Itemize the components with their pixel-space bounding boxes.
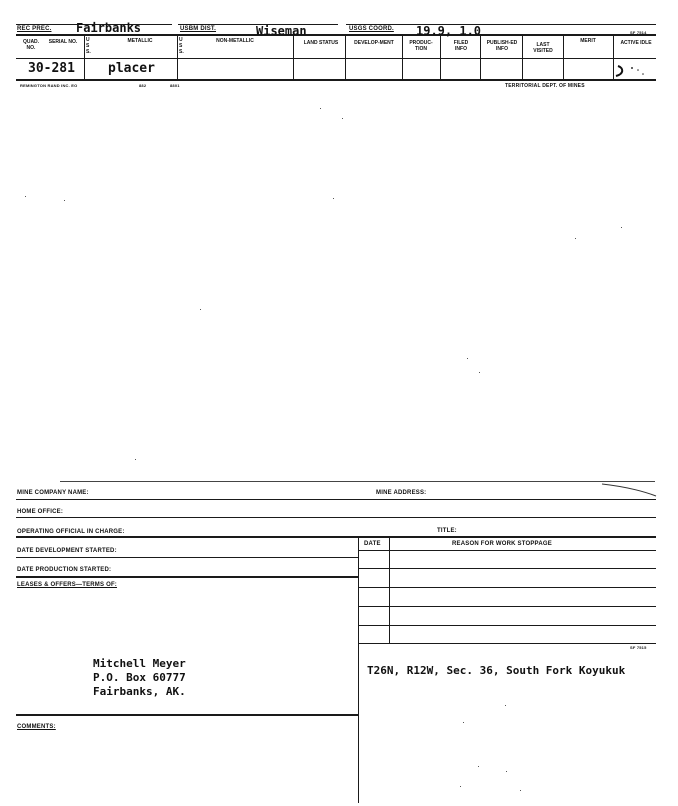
mine-company-name-label: MINE COMPANY NAME: (17, 490, 89, 496)
reason-col-header: REASON FOR WORK STOPPAGE (452, 541, 552, 547)
contact-po-box: P.O. Box 60777 (93, 671, 186, 684)
col-last-visited: LAST VISITED (533, 42, 553, 54)
col-nonmetallic-prefix: U S S. (179, 37, 184, 55)
col-filed-info: FILED INFO (453, 40, 469, 52)
col-production: PRODUC-TION (409, 40, 433, 52)
mine-address-label: MINE ADDRESS: (376, 490, 427, 496)
col-serial-no: SERIAL NO. (48, 39, 78, 45)
quad-serial-value: 30-281 (28, 61, 75, 76)
usbm-dist-value: Wiseman (256, 24, 307, 38)
col-land-status: LAND STATUS (303, 40, 339, 46)
col-merit: MERIT (580, 38, 596, 44)
date-col-header: DATE (364, 541, 381, 547)
col-active-idle: ACTIVE IDLE (620, 40, 652, 46)
col-published-info: PUBLISH-ED INFO (486, 40, 518, 52)
department-label: TERRITORIAL DEPT. OF MINES (505, 83, 585, 89)
usgs-coord-value: 19.9, 1.0 (416, 24, 482, 38)
col-quad-no: QUAD. NO. (22, 39, 40, 51)
comments-label: COMMENTS: (17, 724, 56, 730)
col-metallic-prefix: U S S. (86, 37, 91, 55)
usgs-coord-label: USGS COORD. (349, 26, 394, 32)
col-metallic: METALLIC (127, 38, 153, 44)
location-value: T26N, R12W, Sec. 36, South Fork Koyukuk (367, 664, 626, 677)
code-2: 8801 (170, 83, 180, 88)
code-1: 882 (139, 83, 147, 88)
operating-official-label: OPERATING OFFICIAL IN CHARGE: (17, 529, 125, 535)
check-mark-icon (612, 62, 652, 80)
form-code-bottom: SF 7515 (630, 645, 647, 650)
contact-city: Fairbanks, AK. (93, 685, 186, 698)
col-development: DEVELOP-MENT (354, 40, 394, 46)
metallic-value: placer (108, 61, 155, 76)
printer-info: REMINGTON RAND INC. EO (20, 83, 78, 88)
form-code-top: SF 7514 (630, 30, 647, 35)
date-development-started-label: DATE DEVELOPMENT STARTED: (17, 548, 117, 554)
title-label: TITLE: (437, 528, 457, 534)
usbm-dist-label: USBM DIST. (180, 26, 217, 32)
contact-name: Mitchell Meyer (93, 657, 186, 670)
rec-prec-label: REC PREC. (17, 26, 52, 32)
home-office-label: HOME OFFICE: (17, 509, 64, 515)
paper-curl (600, 478, 660, 498)
leases-offers-label: LEASES & OFFERS—TERMS OF: (17, 582, 118, 588)
rec-prec-value: Fairbanks (76, 21, 142, 35)
date-production-started-label: DATE PRODUCTION STARTED: (17, 567, 112, 573)
col-non-metallic: NON-METALLIC (216, 38, 254, 44)
